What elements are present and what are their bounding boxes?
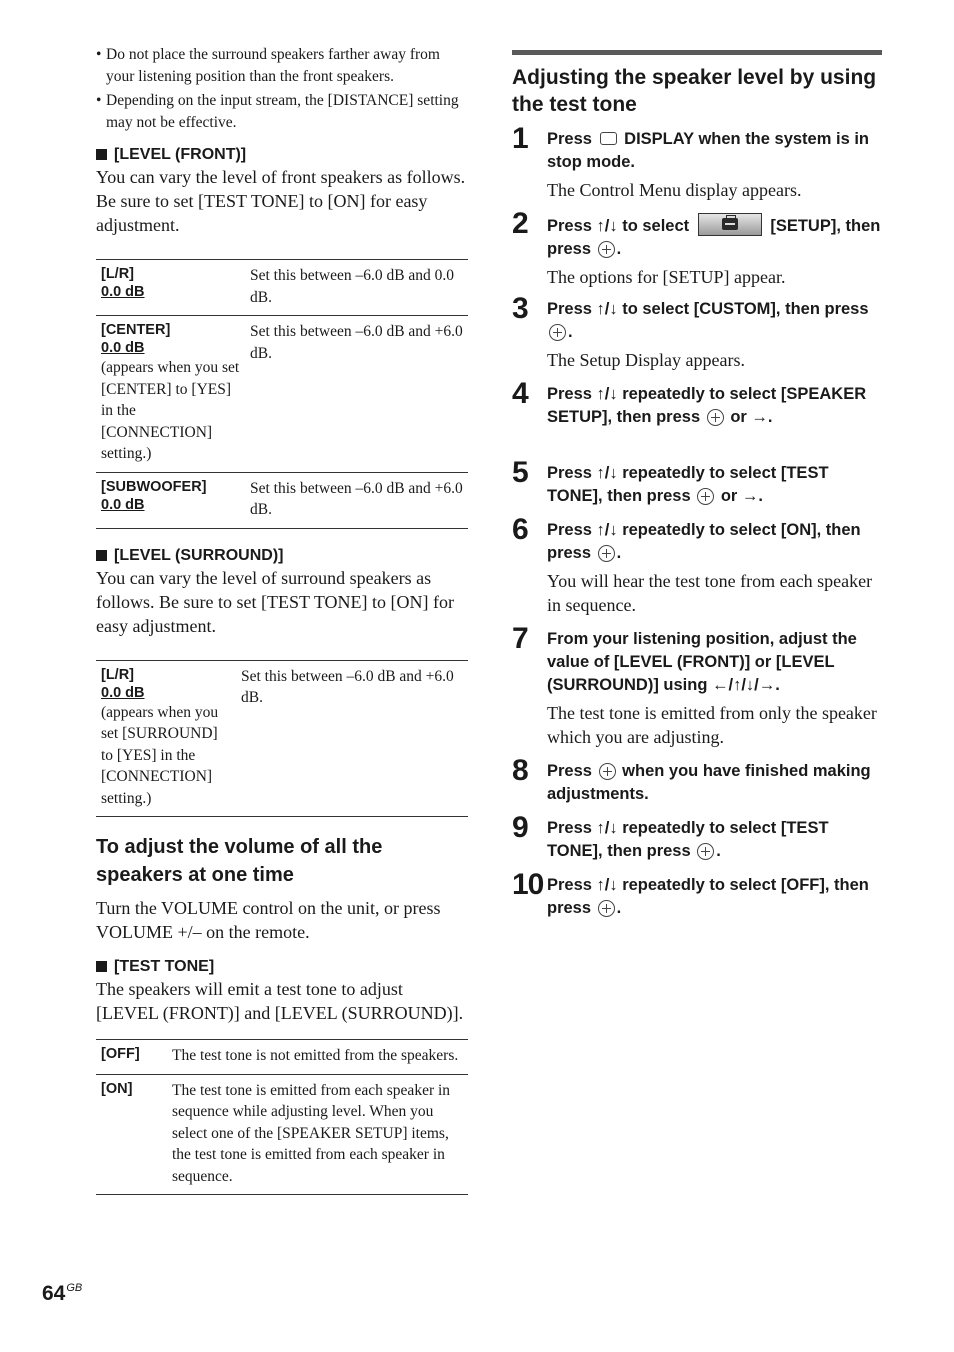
option-value: Set this between –6.0 dB and +6.0 dB. <box>241 667 454 706</box>
enter-button-icon <box>549 324 566 341</box>
option-key: [CENTER] <box>101 322 171 338</box>
level-front-heading: [LEVEL (FRONT)] <box>96 144 468 165</box>
step-result: You will hear the test tone from each speaker in sequence. <box>547 571 873 615</box>
enter-button-icon <box>707 409 724 426</box>
section-rule <box>512 50 882 55</box>
page-number: $64^{GB}$ <box>42 1282 83 1305</box>
display-button-icon <box>600 132 617 145</box>
table-row <box>96 1040 468 1075</box>
option-value: The test tone is emitted from each speaker in sequence while adjusting level. When you select one of the [SPEAKER SETUP] items, the test tone is emitted from each speaker in sequence. <box>172 1081 451 1185</box>
option-default: 0.0 dB <box>101 340 145 356</box>
option-default: 0.0 dB <box>101 684 145 701</box>
step-number: 2 <box>512 207 529 240</box>
step-instruction: Press ↑/↓ repeatedly to select [TEST TONE], then press or →. <box>547 464 829 505</box>
square-bullet-icon <box>96 550 107 561</box>
left-column <box>96 44 468 1195</box>
step-instruction: Press ↑/↓ repeatedly to select [OFF], then press . <box>547 876 869 917</box>
table-row <box>96 260 468 316</box>
step-instruction: Press when you have finished making adjustments. <box>547 762 871 803</box>
step-3 <box>512 292 882 372</box>
step-4 <box>512 377 882 429</box>
option-value: The test tone is not emitted from the speakers. <box>172 1047 459 1064</box>
option-value: Set this between –6.0 dB and 0.0 dB. <box>250 267 455 306</box>
square-bullet-icon <box>96 149 107 160</box>
step-instruction: Press ↑/↓ to select [CUSTOM], then press . <box>547 300 869 341</box>
step-9 <box>512 811 882 863</box>
option-default: 0.0 dB <box>101 284 145 300</box>
step-result: The options for [SETUP] appear. <box>547 267 786 287</box>
option-note: (appears when you set [CENTER] to [YES] in the [CONNECTION] setting.) <box>101 359 240 462</box>
option-key: [L/R] <box>101 666 135 683</box>
adjust-all-body: Turn the VOLUME control on the unit, or press VOLUME +/– on the remote. <box>96 898 441 942</box>
setup-toolbox-icon <box>698 213 762 236</box>
enter-button-icon <box>598 241 615 258</box>
step-6 <box>512 513 882 617</box>
option-key: [ON] <box>101 1080 133 1097</box>
step-1 <box>512 122 882 202</box>
step-number: 10 <box>512 868 544 901</box>
enter-button-icon <box>599 763 616 780</box>
enter-button-icon <box>598 545 615 562</box>
option-key: [SUBWOOFER] <box>101 478 207 495</box>
table-row <box>96 316 468 473</box>
step-8 <box>512 754 882 806</box>
option-value: Set this between –6.0 dB and +6.0 dB. <box>250 479 463 518</box>
test-tone-body: The speakers will emit a test tone to adjust [LEVEL (FRONT)] and [LEVEL (SURROUND)]. <box>96 979 464 1023</box>
option-note: (appears when you set [SURROUND] to [YES] in the [CONNECTION] setting.) <box>101 703 219 807</box>
option-default: 0.0 dB <box>101 496 145 513</box>
step-number: 4 <box>512 377 529 410</box>
step-10 <box>512 868 882 920</box>
step-number: 1 <box>512 122 529 155</box>
level-front-table <box>96 259 468 529</box>
page-suffix: GB <box>66 1282 83 1294</box>
table-row <box>96 472 468 528</box>
option-key: [OFF] <box>101 1046 140 1062</box>
step-instruction: From your listening position, adjust the value of [LEVEL (FRONT)] or [LEVEL (SURROUND)] using ←/↑/↓/→. <box>547 630 857 694</box>
step-instruction: Press DISPLAY when the system is in stop mode. <box>547 130 869 171</box>
adjust-all-heading: To adjust the volume of all the speakers at one time <box>96 836 383 886</box>
enter-button-icon <box>697 488 714 505</box>
table-row <box>96 1074 468 1195</box>
step-instruction: Press ↑/↓ repeatedly to select [SPEAKER SETUP], then press or →. <box>547 385 867 426</box>
option-value: Set this between –6.0 dB and +6.0 dB. <box>250 323 463 362</box>
step-5 <box>512 456 882 508</box>
note-bullet-1: • Do not place the surround speakers farther away from your listening position than the front speakers. <box>96 44 468 88</box>
step-number: 5 <box>512 456 529 489</box>
level-surround-table <box>96 660 468 818</box>
section-title: Adjusting the speaker level by using the test tone <box>512 66 877 116</box>
step-result: The test tone is emitted from only the speaker which you are adjusting. <box>547 703 877 747</box>
enter-button-icon <box>598 900 615 917</box>
step-result: The Setup Display appears. <box>547 350 745 370</box>
step-2 <box>512 207 882 289</box>
test-tone-table <box>96 1039 468 1195</box>
option-key: [L/R] <box>101 266 135 282</box>
step-instruction: Press ↑/↓ to select [SETUP], then press . <box>547 213 882 261</box>
step-result: The Control Menu display appears. <box>547 180 802 200</box>
step-number: 3 <box>512 292 529 325</box>
step-number: 6 <box>512 513 529 546</box>
level-surround-heading: [LEVEL (SURROUND)] <box>96 545 468 566</box>
step-number: 8 <box>512 754 529 787</box>
step-7 <box>512 622 882 749</box>
step-number: 9 <box>512 811 529 844</box>
enter-button-icon <box>697 843 714 860</box>
test-tone-heading: [TEST TONE] <box>96 956 468 977</box>
level-front-body: You can vary the level of front speakers as follows. Be sure to set [TEST TONE] to [ON] for easy adjustment. <box>96 167 466 235</box>
step-instruction: Press ↑/↓ repeatedly to select [ON], then press . <box>547 521 861 562</box>
table-row <box>96 660 468 817</box>
note-bullet-2: • Depending on the input stream, the [DISTANCE] setting may not be effective. <box>96 90 468 134</box>
right-column <box>512 50 882 118</box>
square-bullet-icon <box>96 961 107 972</box>
step-number: 7 <box>512 622 529 655</box>
level-surround-body: You can vary the level of surround speakers as follows. Be sure to set [TEST TONE] to [ON] for easy adjustment. <box>96 567 454 636</box>
step-instruction: Press ↑/↓ repeatedly to select [TEST TONE], then press . <box>547 819 829 860</box>
